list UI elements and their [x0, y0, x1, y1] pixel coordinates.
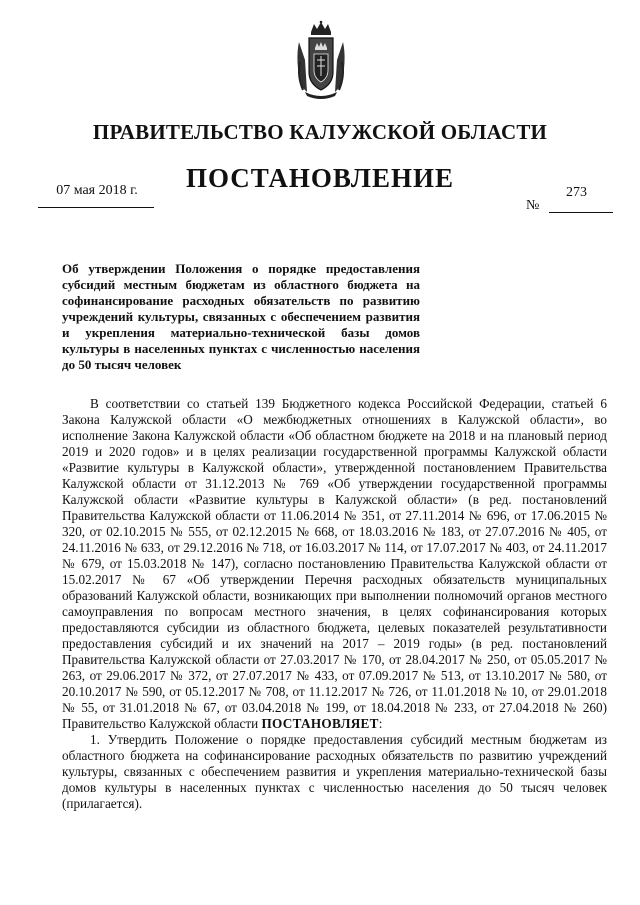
preamble-paragraph	[62, 396, 607, 732]
government-title: ПРАВИТЕЛЬСТВО КАЛУЖСКОЙ ОБЛАСТИ	[92, 120, 548, 144]
decree-colon: :	[378, 716, 383, 731]
number-sign: №	[526, 198, 540, 213]
document-number: 273	[566, 185, 587, 200]
document-body	[62, 396, 607, 812]
decree-word: ПОСТАНОВЛЯЕТ	[261, 716, 379, 731]
preamble-text: В соответствии со статьей 139 Бюджетного кодекса Российской Федерации, статьей 6 Закона Калужской области «О межбюджетных отношениях в Калужской области», во исполнение Закона Калужской области «Об областном бюджете на 2018 и на плановый период 2019 и 2020 годов» и в целях реализации государственной программы Калужской области «Развитие культуры в Калужской области», утвержденной постановлением Правительства Калужской области от 31.12.2013 № 769 «Об утверждении государственной программы Калужской области «Развитие культуры в Калужской области» (в ред. постановлений Правительства Калужской области от 11.06.2014 № 351, от 27.11.2014 № 696, от 17.06.2015 № 320, от 02.10.2015 № 555, от 02.12.2015 № 668, от 18.03.2016 № 183, от 27.07.2016 № 405, от 24.11.2016 № 633, от 29.12.2016 № 718, от 16.03.2017 № 114, от 17.07.2017 № 403, от 24.11.2017 № 679, от 15.03.2018 № 147), согласно постановлению Правительства Калужской области от 15.02.2017 № 67 «Об утверждении Перечня расходных обязательств муниципальных образований Калужской области, возникающих при выполнении полномочий органов местного самоуправления по вопросам местного значения, в целях софинансирования которых предоставляются субсидии из областного бюджета, целевых показателей результативности предоставления субсидий и их значений на 2017 – 2019 годы» (в ред. постановлений Правительства Калужской области от 27.03.2017 № 170, от 28.04.2017 № 250, от 05.05.2017 № 263, от 29.06.2017 № 372, от 27.07.2017 № 433, от 07.09.2017 № 513, от 13.10.2017 № 580, от 20.10.2017 № 590, от 05.12.2017 № 708, от 11.12.2017 № 726, от 11.01.2018 № 10, от 29.01.2018 № 55, от 31.01.2018 № 67, от 03.04.2018 № 199, от 18.04.2018 № 233, от 27.04.2018 № 260) Правительство Калужской области	[62, 396, 607, 731]
clause-1-paragraph: 1. Утвердить Положение о порядке предоставления субсидий местным бюджетам из областного бюджета на софинансирование расходных обязательств по развитию учреждений культуры, связанных с обеспечением развития и укрепления материально-технической базы домов культуры в населенных пунктах с численностью населения до 50 тысяч человек (прилагается).	[62, 732, 607, 811]
number-underline	[549, 212, 613, 213]
document-type-title: ПОСТАНОВЛЕНИЕ	[185, 163, 455, 193]
coat-of-arms-emblem	[291, 20, 351, 100]
document-subject: Об утверждении Положения о порядке предоставления субсидий местным бюджетам из областного бюджета на софинансирование расходных обязательств по развитию учреждений культуры, связанных с обеспечением развития и укрепления материально-технической базы домов культуры в населенных пунктах с численностью населения до 50 тысяч человек	[62, 261, 420, 372]
document-date: 07 мая 2018 г.	[56, 183, 138, 198]
date-underline	[38, 207, 154, 208]
